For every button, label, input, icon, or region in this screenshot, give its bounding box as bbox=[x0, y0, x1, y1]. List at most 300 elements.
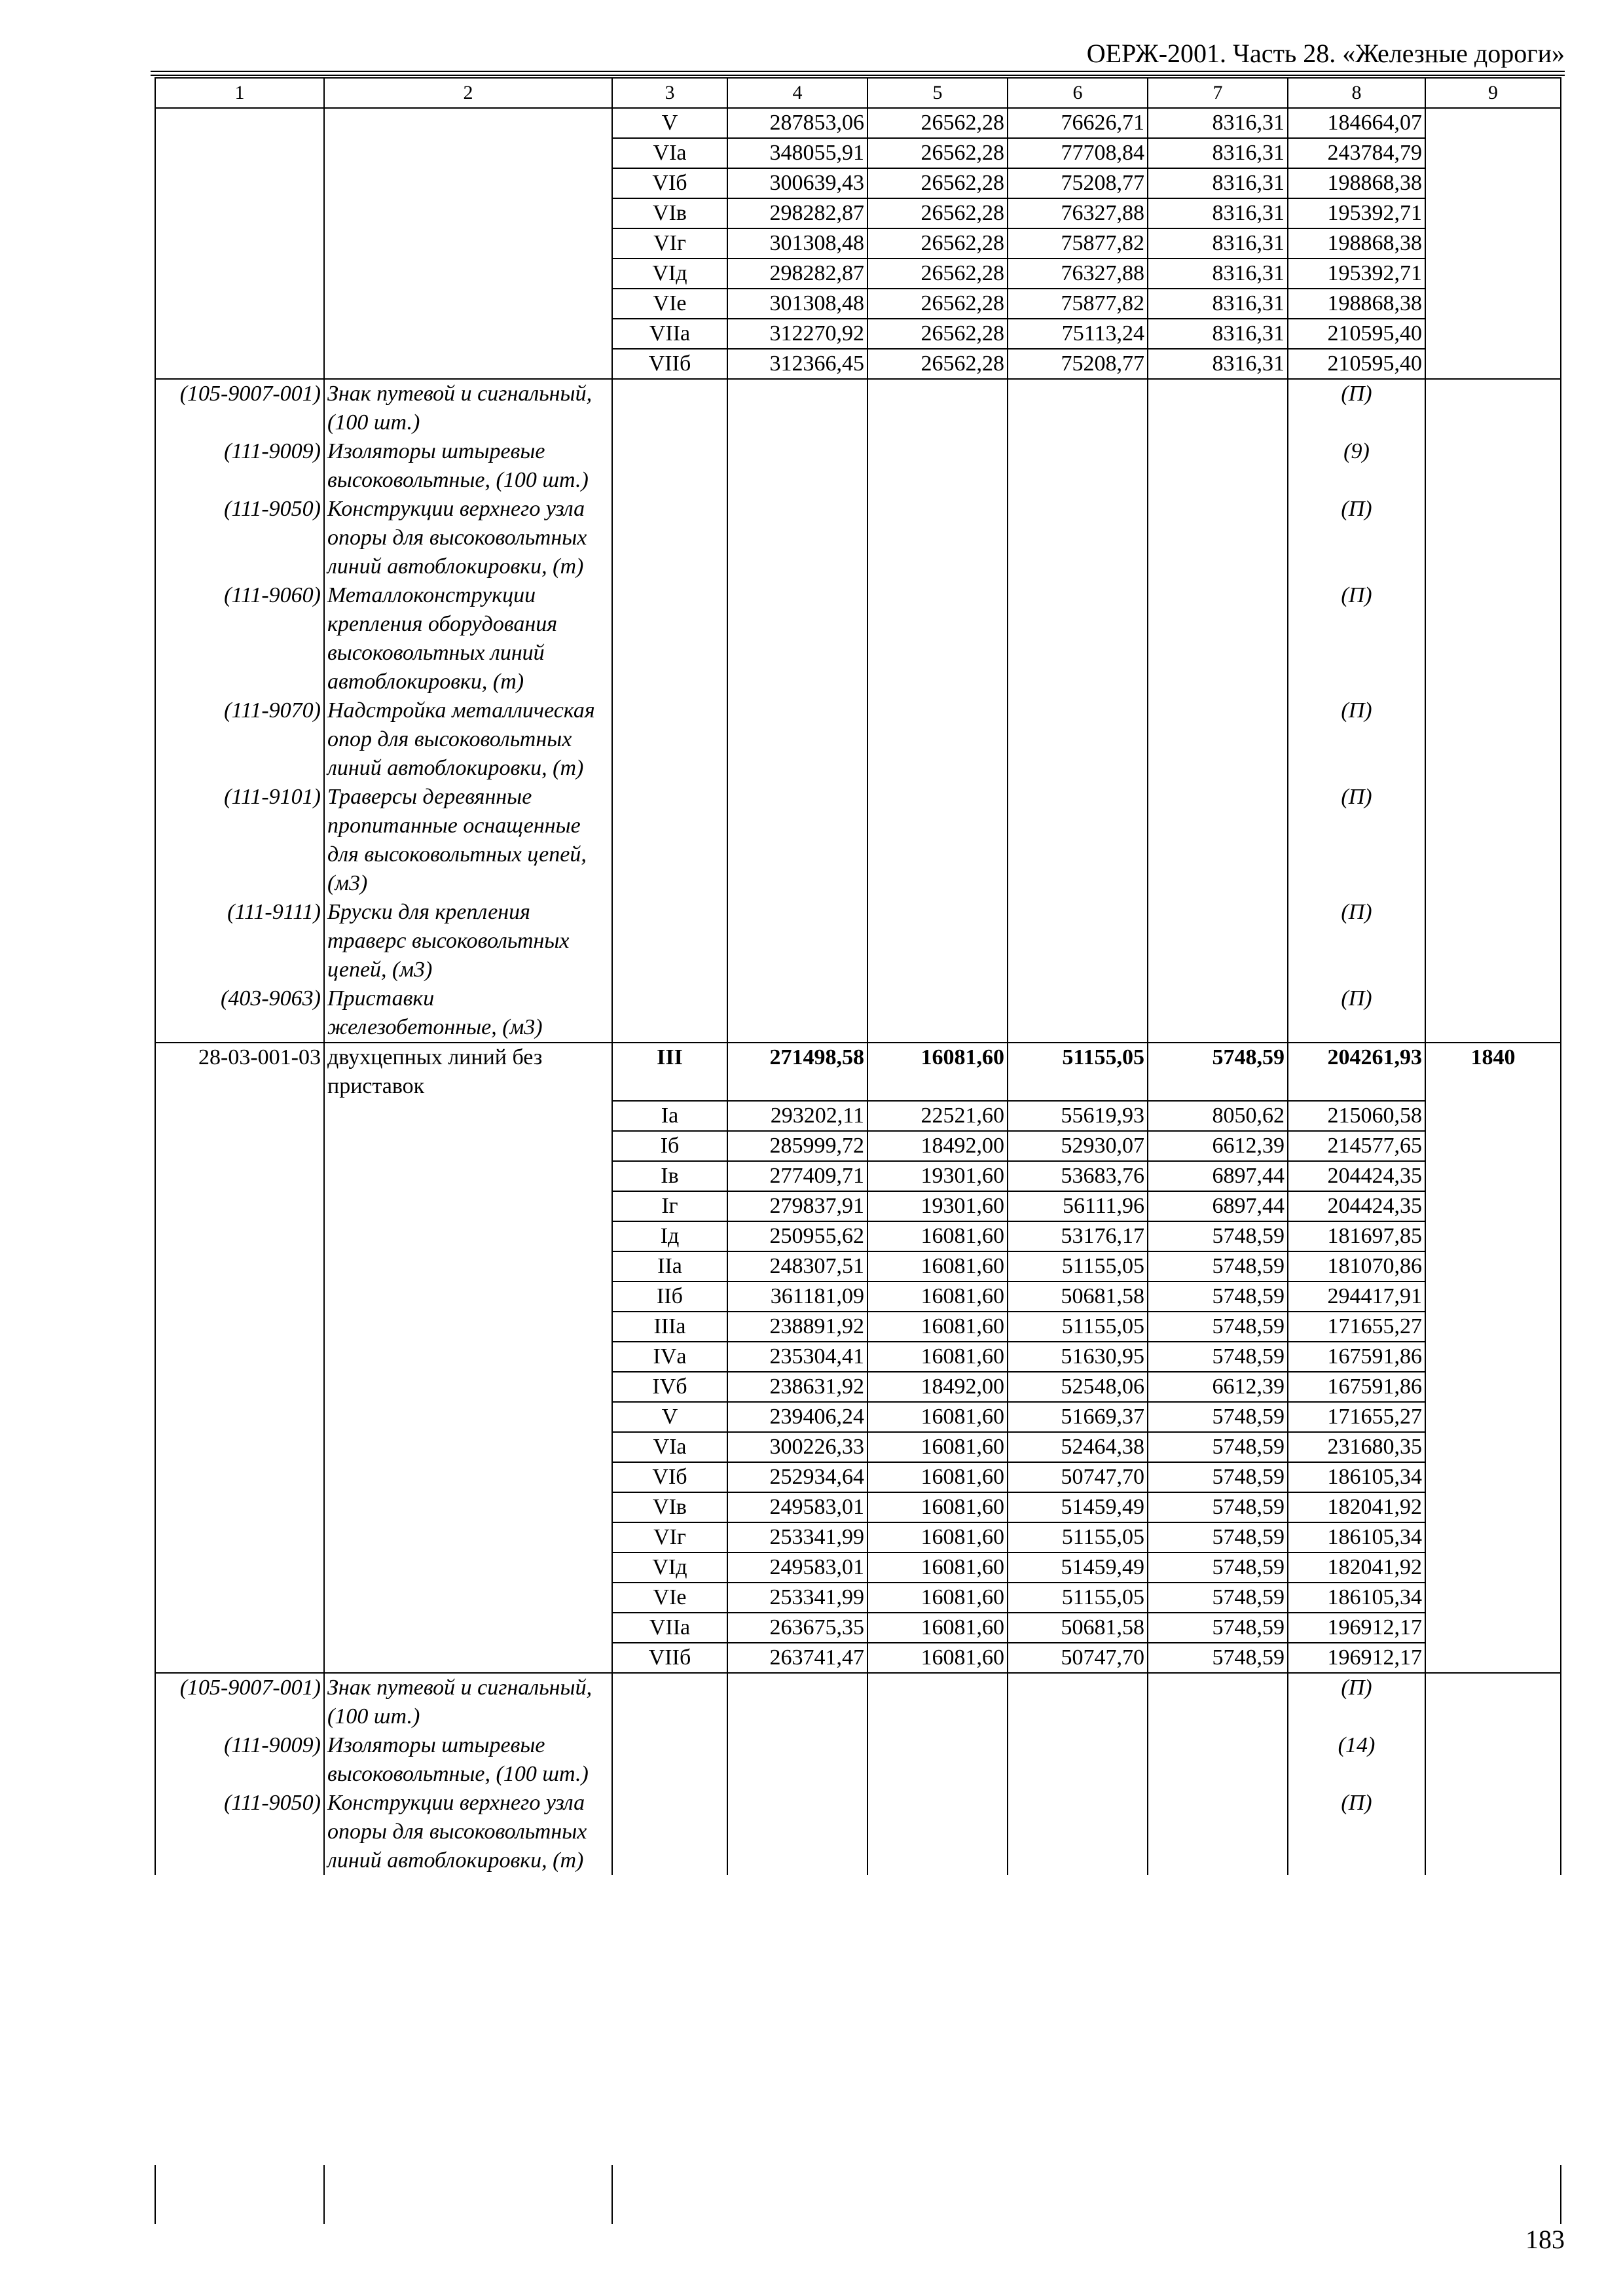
empty-cell bbox=[1425, 1282, 1561, 1312]
table-row bbox=[155, 1282, 1561, 1312]
empty-cell bbox=[1425, 138, 1561, 168]
value-cell: 312366,45 bbox=[727, 349, 867, 379]
empty-cell bbox=[155, 108, 324, 138]
value-cell: 16081,60 bbox=[867, 1643, 1008, 1673]
value-cell: 5748,59 bbox=[1148, 1312, 1288, 1342]
value-cell: 5748,59 bbox=[1148, 1583, 1288, 1613]
empty-cell bbox=[1425, 1131, 1561, 1161]
table-row bbox=[155, 1402, 1561, 1432]
empty-cell bbox=[1148, 984, 1288, 1043]
value-cell: 5748,59 bbox=[1148, 1432, 1288, 1462]
table-row bbox=[155, 1522, 1561, 1552]
header-rule bbox=[151, 71, 1565, 72]
zone-cell: Iб bbox=[612, 1131, 727, 1161]
empty-cell bbox=[155, 168, 324, 198]
empty-cell bbox=[1008, 783, 1148, 898]
value-cell: 51155,05 bbox=[1008, 1312, 1148, 1342]
value-cell: 301308,48 bbox=[727, 289, 867, 319]
empty-cell bbox=[1425, 898, 1561, 984]
empty-cell bbox=[727, 581, 867, 696]
zone-cell: VIв bbox=[612, 198, 727, 228]
value-cell: 204424,35 bbox=[1288, 1191, 1425, 1221]
material-code: (111-9070) bbox=[155, 696, 324, 783]
empty-cell bbox=[867, 783, 1008, 898]
column-header: 7 bbox=[1148, 78, 1288, 108]
empty-cell bbox=[155, 1251, 324, 1282]
labor-cell: 1840 bbox=[1425, 1043, 1561, 1101]
value-cell: 6897,44 bbox=[1148, 1191, 1288, 1221]
value-cell: 75208,77 bbox=[1008, 349, 1148, 379]
empty-cell bbox=[324, 1552, 612, 1583]
value-cell: 196912,17 bbox=[1288, 1643, 1425, 1673]
value-cell: 8050,62 bbox=[1148, 1101, 1288, 1131]
material-row bbox=[155, 783, 1561, 898]
table-row bbox=[155, 1462, 1561, 1492]
value-cell: 167591,86 bbox=[1288, 1372, 1425, 1402]
value-cell: 5748,59 bbox=[1148, 1251, 1288, 1282]
column-header: 1 bbox=[155, 78, 324, 108]
material-code: (403-9063) bbox=[155, 984, 324, 1043]
value-cell: 298282,87 bbox=[727, 259, 867, 289]
table-row bbox=[155, 1492, 1561, 1522]
value-cell: 51669,37 bbox=[1008, 1402, 1148, 1432]
value-cell: 252934,64 bbox=[727, 1462, 867, 1492]
zone-cell: VIг bbox=[612, 1522, 727, 1552]
value-cell: 19301,60 bbox=[867, 1191, 1008, 1221]
value-cell: 51630,95 bbox=[1008, 1342, 1148, 1372]
table-row bbox=[155, 198, 1561, 228]
empty-cell bbox=[1008, 379, 1148, 437]
empty-cell bbox=[727, 1731, 867, 1789]
empty-cell bbox=[1008, 581, 1148, 696]
value-cell: 5748,59 bbox=[1148, 1402, 1288, 1432]
empty-cell bbox=[324, 1522, 612, 1552]
value-cell: 238631,92 bbox=[727, 1372, 867, 1402]
empty-cell bbox=[1148, 1731, 1288, 1789]
value-cell: 26562,28 bbox=[867, 138, 1008, 168]
empty-cell bbox=[155, 289, 324, 319]
zone-cell: VIе bbox=[612, 289, 727, 319]
value-cell: 348055,91 bbox=[727, 138, 867, 168]
value-cell: 8316,31 bbox=[1148, 138, 1288, 168]
empty-cell bbox=[1148, 1789, 1288, 1875]
empty-cell bbox=[1425, 1583, 1561, 1613]
empty-cell bbox=[324, 259, 612, 289]
empty-cell bbox=[324, 168, 612, 198]
material-row bbox=[155, 1731, 1561, 1789]
material-code: (111-9050) bbox=[155, 1789, 324, 1875]
empty-cell bbox=[1425, 1643, 1561, 1673]
empty-cell bbox=[1425, 1613, 1561, 1643]
value-cell: 5748,59 bbox=[1148, 1043, 1288, 1101]
zone-cell: V bbox=[612, 108, 727, 138]
table-body bbox=[155, 108, 1561, 1875]
empty-cell bbox=[1425, 1342, 1561, 1372]
empty-cell bbox=[155, 1462, 324, 1492]
material-qty: (П) bbox=[1288, 1673, 1425, 1731]
value-cell: 198868,38 bbox=[1288, 289, 1425, 319]
value-cell: 204261,93 bbox=[1288, 1043, 1425, 1101]
value-cell: 5748,59 bbox=[1148, 1462, 1288, 1492]
value-cell: 22521,60 bbox=[867, 1101, 1008, 1131]
empty-cell bbox=[155, 1372, 324, 1402]
empty-cell bbox=[1425, 1789, 1561, 1875]
value-cell: 8316,31 bbox=[1148, 228, 1288, 259]
value-cell: 294417,91 bbox=[1288, 1282, 1425, 1312]
value-cell: 167591,86 bbox=[1288, 1342, 1425, 1372]
empty-cell bbox=[324, 1372, 612, 1402]
value-cell: 16081,60 bbox=[867, 1462, 1008, 1492]
material-qty: (П) bbox=[1288, 1789, 1425, 1875]
table-row bbox=[155, 1191, 1561, 1221]
zone-cell: IVа bbox=[612, 1342, 727, 1372]
value-cell: 52464,38 bbox=[1008, 1432, 1148, 1462]
empty-cell bbox=[324, 1492, 612, 1522]
value-cell: 171655,27 bbox=[1288, 1402, 1425, 1432]
empty-cell bbox=[1425, 1492, 1561, 1522]
empty-cell bbox=[324, 349, 612, 379]
table-row bbox=[155, 138, 1561, 168]
empty-cell bbox=[612, 783, 727, 898]
material-row bbox=[155, 696, 1561, 783]
empty-cell bbox=[155, 1432, 324, 1462]
value-cell: 26562,28 bbox=[867, 228, 1008, 259]
empty-cell bbox=[727, 495, 867, 581]
value-cell: 6612,39 bbox=[1148, 1131, 1288, 1161]
empty-cell bbox=[612, 1731, 727, 1789]
zone-cell: Iг bbox=[612, 1191, 727, 1221]
zone-cell: VIд bbox=[612, 1552, 727, 1583]
rate-code: 28-03-001-03 bbox=[155, 1043, 324, 1101]
value-cell: 271498,58 bbox=[727, 1043, 867, 1101]
empty-cell bbox=[727, 379, 867, 437]
value-cell: 51155,05 bbox=[1008, 1522, 1148, 1552]
zone-cell: VIд bbox=[612, 259, 727, 289]
material-name: Бруски для крепления траверс высоковольтных цепей, (м3) bbox=[324, 898, 612, 984]
material-qty: (П) bbox=[1288, 581, 1425, 696]
empty-cell bbox=[324, 1131, 612, 1161]
empty-cell bbox=[1008, 898, 1148, 984]
table-row bbox=[155, 289, 1561, 319]
table-row bbox=[155, 1221, 1561, 1251]
material-row bbox=[155, 984, 1561, 1043]
value-cell: 51155,05 bbox=[1008, 1251, 1148, 1282]
empty-cell bbox=[1425, 984, 1561, 1043]
table-row bbox=[155, 1432, 1561, 1462]
table-row bbox=[155, 1312, 1561, 1342]
value-cell: 279837,91 bbox=[727, 1191, 867, 1221]
empty-cell bbox=[727, 1673, 867, 1731]
material-row bbox=[155, 379, 1561, 437]
material-name: Траверсы деревянные пропитанные оснащенные для высоковольтных цепей, (м3) bbox=[324, 783, 612, 898]
empty-cell bbox=[155, 1191, 324, 1221]
value-cell: 198868,38 bbox=[1288, 228, 1425, 259]
empty-cell bbox=[155, 1613, 324, 1643]
material-name: Знак путевой и сигнальный, (100 шт.) bbox=[324, 1673, 612, 1731]
empty-cell bbox=[1425, 1522, 1561, 1552]
empty-cell bbox=[155, 1221, 324, 1251]
value-cell: 26562,28 bbox=[867, 259, 1008, 289]
empty-cell bbox=[324, 138, 612, 168]
empty-cell bbox=[1425, 198, 1561, 228]
value-cell: 16081,60 bbox=[867, 1613, 1008, 1643]
empty-cell bbox=[1425, 1161, 1561, 1191]
value-cell: 301308,48 bbox=[727, 228, 867, 259]
empty-cell bbox=[727, 437, 867, 495]
value-cell: 8316,31 bbox=[1148, 198, 1288, 228]
empty-cell bbox=[1425, 696, 1561, 783]
column-number-row bbox=[155, 78, 1561, 108]
table-row bbox=[155, 1372, 1561, 1402]
zone-cell: Iа bbox=[612, 1101, 727, 1131]
empty-cell bbox=[324, 1282, 612, 1312]
empty-cell bbox=[1425, 1221, 1561, 1251]
empty-cell bbox=[612, 898, 727, 984]
header-rule-2 bbox=[151, 75, 1565, 76]
empty-cell bbox=[1425, 349, 1561, 379]
empty-cell bbox=[612, 984, 727, 1043]
empty-cell bbox=[612, 581, 727, 696]
column-header: 6 bbox=[1008, 78, 1148, 108]
empty-cell bbox=[324, 198, 612, 228]
value-cell: 16081,60 bbox=[867, 1522, 1008, 1552]
value-cell: 198868,38 bbox=[1288, 168, 1425, 198]
value-cell: 52930,07 bbox=[1008, 1131, 1148, 1161]
empty-cell bbox=[1425, 1731, 1561, 1789]
value-cell: 53683,76 bbox=[1008, 1161, 1148, 1191]
table-row bbox=[155, 1552, 1561, 1583]
empty-cell bbox=[1425, 108, 1561, 138]
empty-cell bbox=[155, 1552, 324, 1583]
value-cell: 248307,51 bbox=[727, 1251, 867, 1282]
value-cell: 16081,60 bbox=[867, 1552, 1008, 1583]
value-cell: 26562,28 bbox=[867, 319, 1008, 349]
empty-cell bbox=[612, 1789, 727, 1875]
empty-cell bbox=[612, 1673, 727, 1731]
material-name: Знак путевой и сигнальный, (100 шт.) bbox=[324, 379, 612, 437]
column-header: 9 bbox=[1425, 78, 1561, 108]
value-cell: 196912,17 bbox=[1288, 1613, 1425, 1643]
value-cell: 26562,28 bbox=[867, 108, 1008, 138]
value-cell: 16081,60 bbox=[867, 1282, 1008, 1312]
material-name: Надстройка металлическая опор для высоковольтных линий автоблокировки, (т) bbox=[324, 696, 612, 783]
value-cell: 51459,49 bbox=[1008, 1552, 1148, 1583]
empty-cell bbox=[324, 319, 612, 349]
value-cell: 250955,62 bbox=[727, 1221, 867, 1251]
empty-cell bbox=[727, 696, 867, 783]
empty-cell bbox=[324, 289, 612, 319]
empty-cell bbox=[155, 1492, 324, 1522]
value-cell: 285999,72 bbox=[727, 1131, 867, 1161]
empty-cell bbox=[1425, 495, 1561, 581]
value-cell: 186105,34 bbox=[1288, 1583, 1425, 1613]
value-cell: 8316,31 bbox=[1148, 168, 1288, 198]
value-cell: 8316,31 bbox=[1148, 289, 1288, 319]
value-cell: 186105,34 bbox=[1288, 1522, 1425, 1552]
empty-cell bbox=[1148, 898, 1288, 984]
empty-cell bbox=[1148, 437, 1288, 495]
zone-cell: VIIб bbox=[612, 1643, 727, 1673]
value-cell: 253341,99 bbox=[727, 1522, 867, 1552]
value-cell: 18492,00 bbox=[867, 1131, 1008, 1161]
table-row bbox=[155, 1251, 1561, 1282]
value-cell: 6612,39 bbox=[1148, 1372, 1288, 1402]
value-cell: 75208,77 bbox=[1008, 168, 1148, 198]
value-cell: 56111,96 bbox=[1008, 1191, 1148, 1221]
value-cell: 5748,59 bbox=[1148, 1522, 1288, 1552]
empty-cell bbox=[1148, 783, 1288, 898]
value-cell: 50681,58 bbox=[1008, 1282, 1148, 1312]
empty-cell bbox=[727, 783, 867, 898]
material-name: Металлоконструкции крепления оборудования высоковольтных линий автоблокировки, (т) bbox=[324, 581, 612, 696]
zone-cell: Iв bbox=[612, 1161, 727, 1191]
value-cell: 5748,59 bbox=[1148, 1221, 1288, 1251]
material-row bbox=[155, 437, 1561, 495]
empty-cell bbox=[1425, 168, 1561, 198]
material-name: Изоляторы штыревые высоковольтные, (100 шт.) bbox=[324, 437, 612, 495]
empty-cell bbox=[1008, 696, 1148, 783]
empty-cell bbox=[155, 1282, 324, 1312]
empty-cell bbox=[155, 1522, 324, 1552]
page-header: ОЕРЖ-2001. Часть 28. «Железные дороги» bbox=[1086, 39, 1565, 68]
value-cell: 300226,33 bbox=[727, 1432, 867, 1462]
empty-cell bbox=[867, 379, 1008, 437]
empty-cell bbox=[155, 1131, 324, 1161]
value-cell: 263675,35 bbox=[727, 1613, 867, 1643]
value-cell: 277409,71 bbox=[727, 1161, 867, 1191]
material-row bbox=[155, 495, 1561, 581]
table-continuation bbox=[155, 2165, 1560, 2224]
value-cell: 181070,86 bbox=[1288, 1251, 1425, 1282]
empty-cell bbox=[324, 1221, 612, 1251]
value-cell: 5748,59 bbox=[1148, 1492, 1288, 1522]
table-row bbox=[155, 228, 1561, 259]
empty-cell bbox=[324, 1342, 612, 1372]
empty-cell bbox=[324, 1643, 612, 1673]
zone-cell: VIе bbox=[612, 1583, 727, 1613]
value-cell: 293202,11 bbox=[727, 1101, 867, 1131]
empty-cell bbox=[324, 1402, 612, 1432]
zone-cell: VIIа bbox=[612, 319, 727, 349]
zone-cell: IIIа bbox=[612, 1312, 727, 1342]
table-row bbox=[155, 1161, 1561, 1191]
empty-cell bbox=[612, 437, 727, 495]
zone-cell: VIа bbox=[612, 138, 727, 168]
table-row bbox=[155, 168, 1561, 198]
empty-cell bbox=[612, 696, 727, 783]
value-cell: 8316,31 bbox=[1148, 319, 1288, 349]
value-cell: 19301,60 bbox=[867, 1161, 1008, 1191]
empty-cell bbox=[155, 1312, 324, 1342]
empty-cell bbox=[155, 1643, 324, 1673]
zone-cell: VIIа bbox=[612, 1613, 727, 1643]
empty-cell bbox=[1148, 379, 1288, 437]
zone-cell: VIб bbox=[612, 168, 727, 198]
value-cell: 210595,40 bbox=[1288, 349, 1425, 379]
value-cell: 243784,79 bbox=[1288, 138, 1425, 168]
value-cell: 16081,60 bbox=[867, 1432, 1008, 1462]
material-code: (105-9007-001) bbox=[155, 1673, 324, 1731]
empty-cell bbox=[155, 1583, 324, 1613]
value-cell: 16081,60 bbox=[867, 1312, 1008, 1342]
empty-cell bbox=[324, 1613, 612, 1643]
empty-cell bbox=[1008, 437, 1148, 495]
value-cell: 8316,31 bbox=[1148, 349, 1288, 379]
empty-cell bbox=[1008, 495, 1148, 581]
material-code: (111-9009) bbox=[155, 1731, 324, 1789]
table-row bbox=[155, 1101, 1561, 1131]
zone-cell: IVб bbox=[612, 1372, 727, 1402]
value-cell: 52548,06 bbox=[1008, 1372, 1148, 1402]
empty-cell bbox=[1008, 984, 1148, 1043]
value-cell: 51155,05 bbox=[1008, 1043, 1148, 1101]
value-cell: 235304,41 bbox=[727, 1342, 867, 1372]
table-row bbox=[155, 1342, 1561, 1372]
value-cell: 249583,01 bbox=[727, 1552, 867, 1583]
empty-cell bbox=[1425, 581, 1561, 696]
value-cell: 6897,44 bbox=[1148, 1161, 1288, 1191]
empty-cell bbox=[1425, 1552, 1561, 1583]
empty-cell bbox=[1425, 1191, 1561, 1221]
value-cell: 75877,82 bbox=[1008, 289, 1148, 319]
price-table bbox=[155, 77, 1561, 1875]
empty-cell bbox=[1425, 437, 1561, 495]
value-cell: 16081,60 bbox=[867, 1492, 1008, 1522]
value-cell: 210595,40 bbox=[1288, 319, 1425, 349]
empty-cell bbox=[155, 349, 324, 379]
table-row bbox=[155, 1643, 1561, 1673]
zone-cell: VIб bbox=[612, 1462, 727, 1492]
value-cell: 8316,31 bbox=[1148, 259, 1288, 289]
empty-cell bbox=[1425, 1402, 1561, 1432]
value-cell: 76327,88 bbox=[1008, 198, 1148, 228]
empty-cell bbox=[1425, 289, 1561, 319]
value-cell: 16081,60 bbox=[867, 1583, 1008, 1613]
empty-cell bbox=[867, 696, 1008, 783]
empty-cell bbox=[1425, 379, 1561, 437]
empty-cell bbox=[155, 198, 324, 228]
empty-cell bbox=[1425, 1312, 1561, 1342]
value-cell: 195392,71 bbox=[1288, 259, 1425, 289]
material-qty: (П) bbox=[1288, 783, 1425, 898]
zone-cell: VIв bbox=[612, 1492, 727, 1522]
material-qty: (П) bbox=[1288, 984, 1425, 1043]
value-cell: 184664,07 bbox=[1288, 108, 1425, 138]
empty-cell bbox=[324, 1101, 612, 1131]
value-cell: 26562,28 bbox=[867, 198, 1008, 228]
empty-cell bbox=[1425, 259, 1561, 289]
empty-cell bbox=[324, 1161, 612, 1191]
empty-cell bbox=[155, 1402, 324, 1432]
value-cell: 204424,35 bbox=[1288, 1161, 1425, 1191]
empty-cell bbox=[1425, 1462, 1561, 1492]
empty-cell bbox=[867, 1673, 1008, 1731]
column-header: 8 bbox=[1288, 78, 1425, 108]
value-cell: 77708,84 bbox=[1008, 138, 1148, 168]
material-name: Конструкции верхнего узла опоры для высоковольтных линий автоблокировки, (т) bbox=[324, 495, 612, 581]
value-cell: 263741,47 bbox=[727, 1643, 867, 1673]
value-cell: 287853,06 bbox=[727, 108, 867, 138]
column-header: 4 bbox=[727, 78, 867, 108]
empty-cell bbox=[1008, 1731, 1148, 1789]
value-cell: 16081,60 bbox=[867, 1402, 1008, 1432]
value-cell: 5748,59 bbox=[1148, 1613, 1288, 1643]
value-cell: 76327,88 bbox=[1008, 259, 1148, 289]
value-cell: 182041,92 bbox=[1288, 1552, 1425, 1583]
zone-cell: V bbox=[612, 1402, 727, 1432]
value-cell: 16081,60 bbox=[867, 1043, 1008, 1101]
value-cell: 5748,59 bbox=[1148, 1552, 1288, 1583]
